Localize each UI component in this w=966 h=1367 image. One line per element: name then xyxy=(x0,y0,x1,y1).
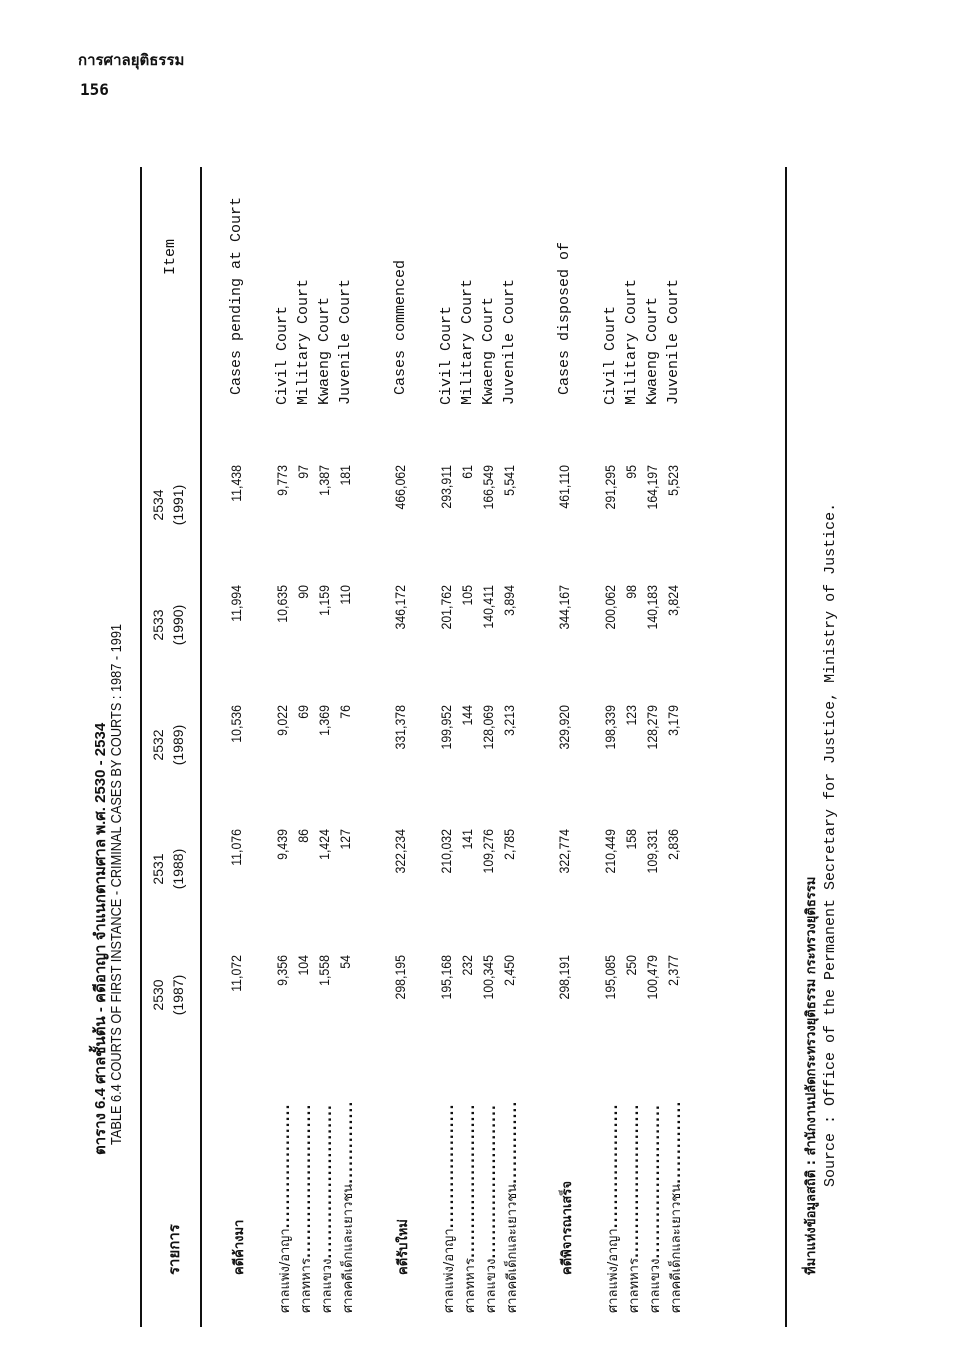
year-ce: (1990) xyxy=(170,604,186,646)
table-row xyxy=(602,155,622,1335)
table-row xyxy=(665,155,685,1335)
group-total-row xyxy=(392,155,412,1335)
cell-value: 5,523 xyxy=(665,465,681,496)
cell-value: 127 xyxy=(337,829,353,850)
source-thai: ที่มาแห่งข้อมูลสถิติ : สำนักงานปลัดกระทรวงยุติธรรม กระทรวงยุติธรรม xyxy=(804,876,819,1275)
cell-value: 128,069 xyxy=(480,705,496,750)
year-header xyxy=(148,585,188,665)
cell-value: 9,439 xyxy=(274,829,290,860)
row-label-english: Military Court xyxy=(459,278,476,405)
row-label-english: Kwaeng Court xyxy=(644,296,661,405)
table-row xyxy=(337,155,357,1335)
row-label-thai: ศาลคดีเด็กและเยาวชน ..... xyxy=(501,1103,522,1313)
cell-value: 322,774 xyxy=(556,829,572,874)
year-ce: (1987) xyxy=(170,974,186,1016)
cell-value: 164,197 xyxy=(644,465,660,510)
cell-value: 322,234 xyxy=(392,829,408,874)
row-label-thai: ศาลแขวง ..... xyxy=(644,1103,665,1313)
cell-value: 1,558 xyxy=(316,955,332,986)
year-be: 2533 xyxy=(150,609,166,641)
cell-value: 195,168 xyxy=(438,955,454,1000)
row-label-english: Cases disposed of xyxy=(556,241,573,395)
row-label-thai: คดีค้างมา xyxy=(232,1219,247,1275)
cell-value: 9,773 xyxy=(274,465,290,496)
cell-value: 104 xyxy=(295,955,311,976)
cell-value: 198,339 xyxy=(602,705,618,750)
row-label-english: Juvenile Court xyxy=(665,278,682,405)
page-number: 156 xyxy=(80,80,109,99)
cell-value: 344,167 xyxy=(556,585,572,630)
table-top-rule xyxy=(140,167,142,1327)
cell-value: 109,276 xyxy=(480,829,496,874)
cell-value: 293,911 xyxy=(438,465,454,509)
row-label-thai: คดีพิจารณาเสร็จ xyxy=(560,1181,575,1275)
cell-value: 54 xyxy=(337,955,353,969)
header-item-english: Item xyxy=(162,238,179,275)
table-row xyxy=(501,155,521,1335)
row-label-thai: คดีรับใหม่ xyxy=(396,1219,411,1275)
cell-value: 331,378 xyxy=(392,705,408,750)
cell-value: 181 xyxy=(337,465,353,486)
cell-value: 461,110 xyxy=(556,465,572,509)
cell-value: 10,536 xyxy=(228,705,244,743)
cell-value: 90 xyxy=(295,585,311,599)
row-label-thai: ศาลแพ่ง/อาญา ..... xyxy=(438,1103,459,1313)
cell-value: 166,549 xyxy=(480,465,496,510)
table-row xyxy=(480,155,500,1335)
cell-value: 1,369 xyxy=(316,705,332,736)
year-header xyxy=(148,955,188,1035)
row-label-english: Cases commenced xyxy=(392,259,409,395)
cell-value: 291,295 xyxy=(602,465,618,510)
cell-value: 97 xyxy=(295,465,311,479)
year-header xyxy=(148,465,188,545)
cell-value: 199,952 xyxy=(438,705,454,750)
cell-value: 128,279 xyxy=(644,705,660,750)
table-row xyxy=(459,155,479,1335)
row-label-thai: ศาลทหาร ..... xyxy=(295,1103,316,1313)
table-row xyxy=(623,155,643,1335)
table-row xyxy=(274,155,294,1335)
cell-value: 466,062 xyxy=(392,465,408,510)
cell-value: 346,172 xyxy=(392,585,408,630)
table-row xyxy=(295,155,315,1335)
cell-value: 76 xyxy=(337,705,353,719)
cell-value: 105 xyxy=(459,585,475,606)
table-row xyxy=(644,155,664,1335)
year-ce: (1991) xyxy=(170,484,186,526)
year-header xyxy=(148,829,188,909)
cell-value: 69 xyxy=(295,705,311,719)
cell-value: 298,191 xyxy=(556,955,572,1000)
year-header xyxy=(148,705,188,785)
cell-value: 100,479 xyxy=(644,955,660,1000)
rotated-table-block xyxy=(88,155,868,1335)
row-label-thai: ศาลแขวง ..... xyxy=(316,1103,337,1313)
cell-value: 98 xyxy=(623,585,639,599)
year-be: 2534 xyxy=(150,489,166,521)
cell-value: 141 xyxy=(459,829,475,850)
cell-value: 86 xyxy=(295,829,311,843)
source-english: Source : Office of the Permanent Secretary for Justice, Ministry of Justice. xyxy=(822,502,839,1187)
row-label-english: Civil Court xyxy=(602,305,619,405)
year-be: 2532 xyxy=(150,729,166,761)
row-label-thai: ศาลแพ่ง/อาญา ..... xyxy=(274,1103,295,1313)
cell-value: 144 xyxy=(459,705,475,726)
table-row xyxy=(438,155,458,1335)
cell-value: 95 xyxy=(623,465,639,479)
cell-value: 2,785 xyxy=(501,829,517,860)
row-label-english: Juvenile Court xyxy=(501,278,518,405)
cell-value: 11,076 xyxy=(228,829,244,866)
cell-value: 11,994 xyxy=(228,585,244,622)
cell-value: 9,022 xyxy=(274,705,290,736)
cell-value: 140,183 xyxy=(644,585,660,630)
row-label-thai: ศาลแพ่ง/อาญา ..... xyxy=(602,1103,623,1313)
table-title-english: TABLE 6.4 COURTS OF FIRST INSTANCE - CRIMINAL CASES BY COURTS : 1987 - 1991 xyxy=(108,623,125,1145)
row-label-thai: ศาลคดีเด็กและเยาวชน ..... xyxy=(337,1103,358,1313)
cell-value: 100,345 xyxy=(480,955,496,1000)
cell-value: 11,438 xyxy=(228,465,244,502)
cell-value: 1,424 xyxy=(316,829,332,860)
cell-value: 2,836 xyxy=(665,829,681,860)
cell-value: 195,085 xyxy=(602,955,618,1000)
cell-value: 201,762 xyxy=(438,585,454,630)
row-label-english: Military Court xyxy=(623,278,640,405)
cell-value: 232 xyxy=(459,955,475,976)
cell-value: 250 xyxy=(623,955,639,976)
group-total-row xyxy=(556,155,576,1335)
table-bottom-rule xyxy=(785,167,787,1327)
row-label-english: Kwaeng Court xyxy=(316,296,333,405)
cell-value: 10,635 xyxy=(274,585,290,623)
cell-value: 3,213 xyxy=(501,705,517,736)
row-label-english: Juvenile Court xyxy=(337,278,354,405)
year-ce: (1988) xyxy=(170,848,186,890)
cell-value: 329,920 xyxy=(556,705,572,750)
cell-value: 298,195 xyxy=(392,955,408,1000)
cell-value: 1,387 xyxy=(316,465,332,496)
cell-value: 3,179 xyxy=(665,705,681,736)
cell-value: 5,541 xyxy=(501,465,517,496)
cell-value: 9,356 xyxy=(274,955,290,986)
row-label-thai: ศาลทหาร ..... xyxy=(623,1103,644,1313)
year-be: 2530 xyxy=(150,979,166,1011)
cell-value: 109,331 xyxy=(644,829,660,874)
row-label-english: Civil Court xyxy=(438,305,455,405)
cell-value: 2,377 xyxy=(665,955,681,986)
cell-value: 61 xyxy=(459,465,475,479)
cell-value: 140,411 xyxy=(480,585,496,629)
row-label-thai: ศาลทหาร ..... xyxy=(459,1103,480,1313)
row-label-english: Cases pending at Court xyxy=(228,196,245,395)
cell-value: 3,824 xyxy=(665,585,681,616)
year-ce: (1989) xyxy=(170,724,186,766)
cell-value: 3,894 xyxy=(501,585,517,616)
row-label-english: Civil Court xyxy=(274,305,291,405)
row-label-thai: ศาลคดีเด็กและเยาวชน ..... xyxy=(665,1103,686,1313)
header-bottom-rule xyxy=(200,167,202,1327)
cell-value: 210,032 xyxy=(438,829,454,874)
cell-value: 1,159 xyxy=(316,585,332,616)
table-title-thai: ตาราง 6.4 ศาลชั้นต้น - คดีอาญา จำแนกตามศาล พ.ศ. 2530 - 2534 xyxy=(92,722,109,1155)
year-be: 2531 xyxy=(150,853,166,885)
table-row xyxy=(316,155,336,1335)
cell-value: 110 xyxy=(337,585,353,605)
row-label-english: Military Court xyxy=(295,278,312,405)
cell-value: 158 xyxy=(623,829,639,850)
running-head: การศาลยุติธรรม xyxy=(78,51,185,69)
row-label-english: Kwaeng Court xyxy=(480,296,497,405)
group-total-row xyxy=(228,155,248,1335)
header-item-thai: รายการ xyxy=(165,1224,183,1275)
cell-value: 11,072 xyxy=(228,955,244,992)
cell-value: 2,450 xyxy=(501,955,517,986)
row-label-thai: ศาลแขวง ..... xyxy=(480,1103,501,1313)
cell-value: 123 xyxy=(623,705,639,726)
cell-value: 210,449 xyxy=(602,829,618,874)
cell-value: 200,062 xyxy=(602,585,618,630)
